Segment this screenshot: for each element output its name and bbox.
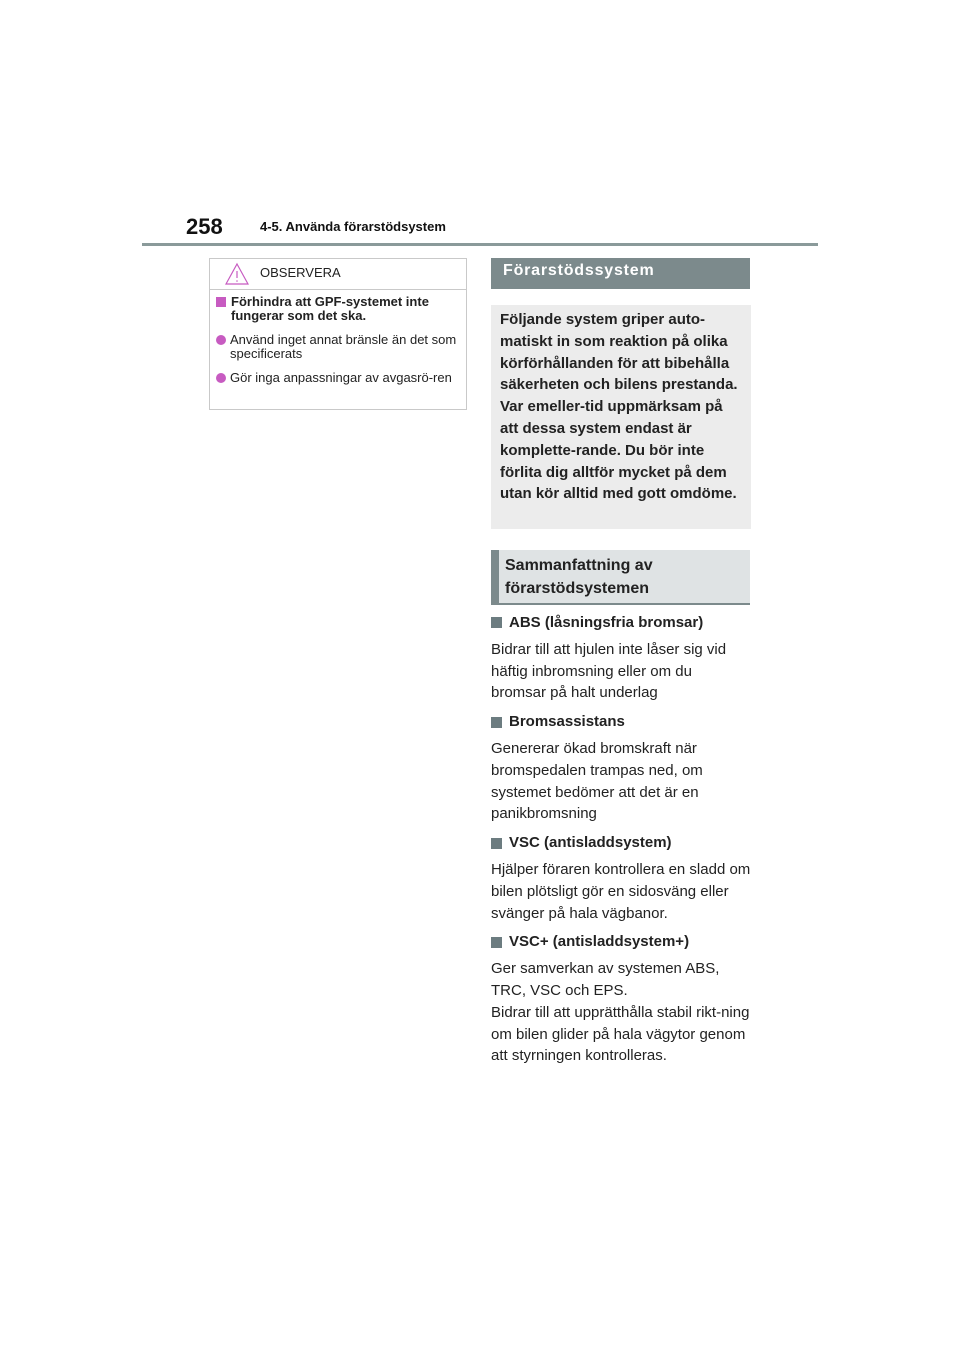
warning-heading-row [216, 295, 458, 323]
square-bullet-icon [491, 717, 502, 728]
item-text: Hjälper föraren kontrollera en sladd om bilen plötsligt gör en sidosväng eller svänger på hala vägbanor. [491, 860, 751, 922]
header-divider [142, 243, 818, 246]
item-text: Ger samverkan av systemen ABS, TRC, VSC och EPS. [491, 960, 720, 999]
item-title-text: VSC+ (antisladdsystem+) [509, 933, 690, 951]
item-title [491, 832, 751, 854]
square-bullet-icon [216, 297, 226, 307]
circle-bullet-icon [216, 373, 226, 383]
warning-item [216, 371, 458, 385]
intro-box: Följande system griper auto-matiskt in som reaktion på olika körförhållanden för att bibehålla säkerheten och bilens prestanda. Var emeller-tid uppmärksam på att dessa system endast är komplette-rande. Du bör inte förlita dig alltför mycket på dem utan kör alltid med gott omdöme. [491, 305, 751, 529]
warning-header [210, 259, 466, 290]
warning-triangle-icon [225, 262, 249, 286]
square-bullet-icon [491, 937, 502, 948]
item-title [491, 931, 751, 953]
warning-item [216, 333, 458, 361]
item-text: Bidrar till att hjulen inte låser sig vid häftig inbromsning eller om du bromsar på halt underlag [491, 640, 727, 702]
item-text: Bidrar till att upprätthålla stabil rikt-ning om bilen glider på hala vägytor genom att styrningen kontrolleras. [491, 1003, 750, 1065]
section-title: 4-5. Använda förarstödsystem [260, 219, 446, 234]
warning-box [209, 258, 467, 410]
warning-heading: Förhindra att GPF-systemet inte fungerar som det ska. [231, 294, 429, 323]
item-title-text: VSC (antisladdsystem) [509, 834, 672, 852]
warning-body [210, 290, 466, 385]
item-title-text: Bromsassistans [509, 713, 625, 731]
page-number: 258 [186, 214, 223, 239]
item-title-text: ABS (låsningsfria bromsar) [509, 614, 704, 631]
section-header: Förarstödssystem [491, 258, 750, 289]
square-bullet-icon [491, 838, 502, 849]
warning-item-text: Använd inget annat bränsle än det som specificerats [230, 332, 457, 361]
warning-item-text: Gör inga anpassningar av avgasrö-ren [230, 370, 452, 385]
circle-bullet-icon [216, 335, 226, 345]
warning-title: OBSERVERA [260, 265, 341, 280]
summary-header: Sammanfattning av förarstödsystemen [491, 550, 750, 605]
item-text: Genererar ökad bromskraft när bromspedalen trampas ned, om systemet bedömer att det är en panikbromsning [491, 739, 703, 823]
square-bullet-icon [491, 617, 502, 628]
item-title [491, 711, 751, 733]
item-title [491, 612, 751, 634]
summary-content [491, 612, 751, 1067]
